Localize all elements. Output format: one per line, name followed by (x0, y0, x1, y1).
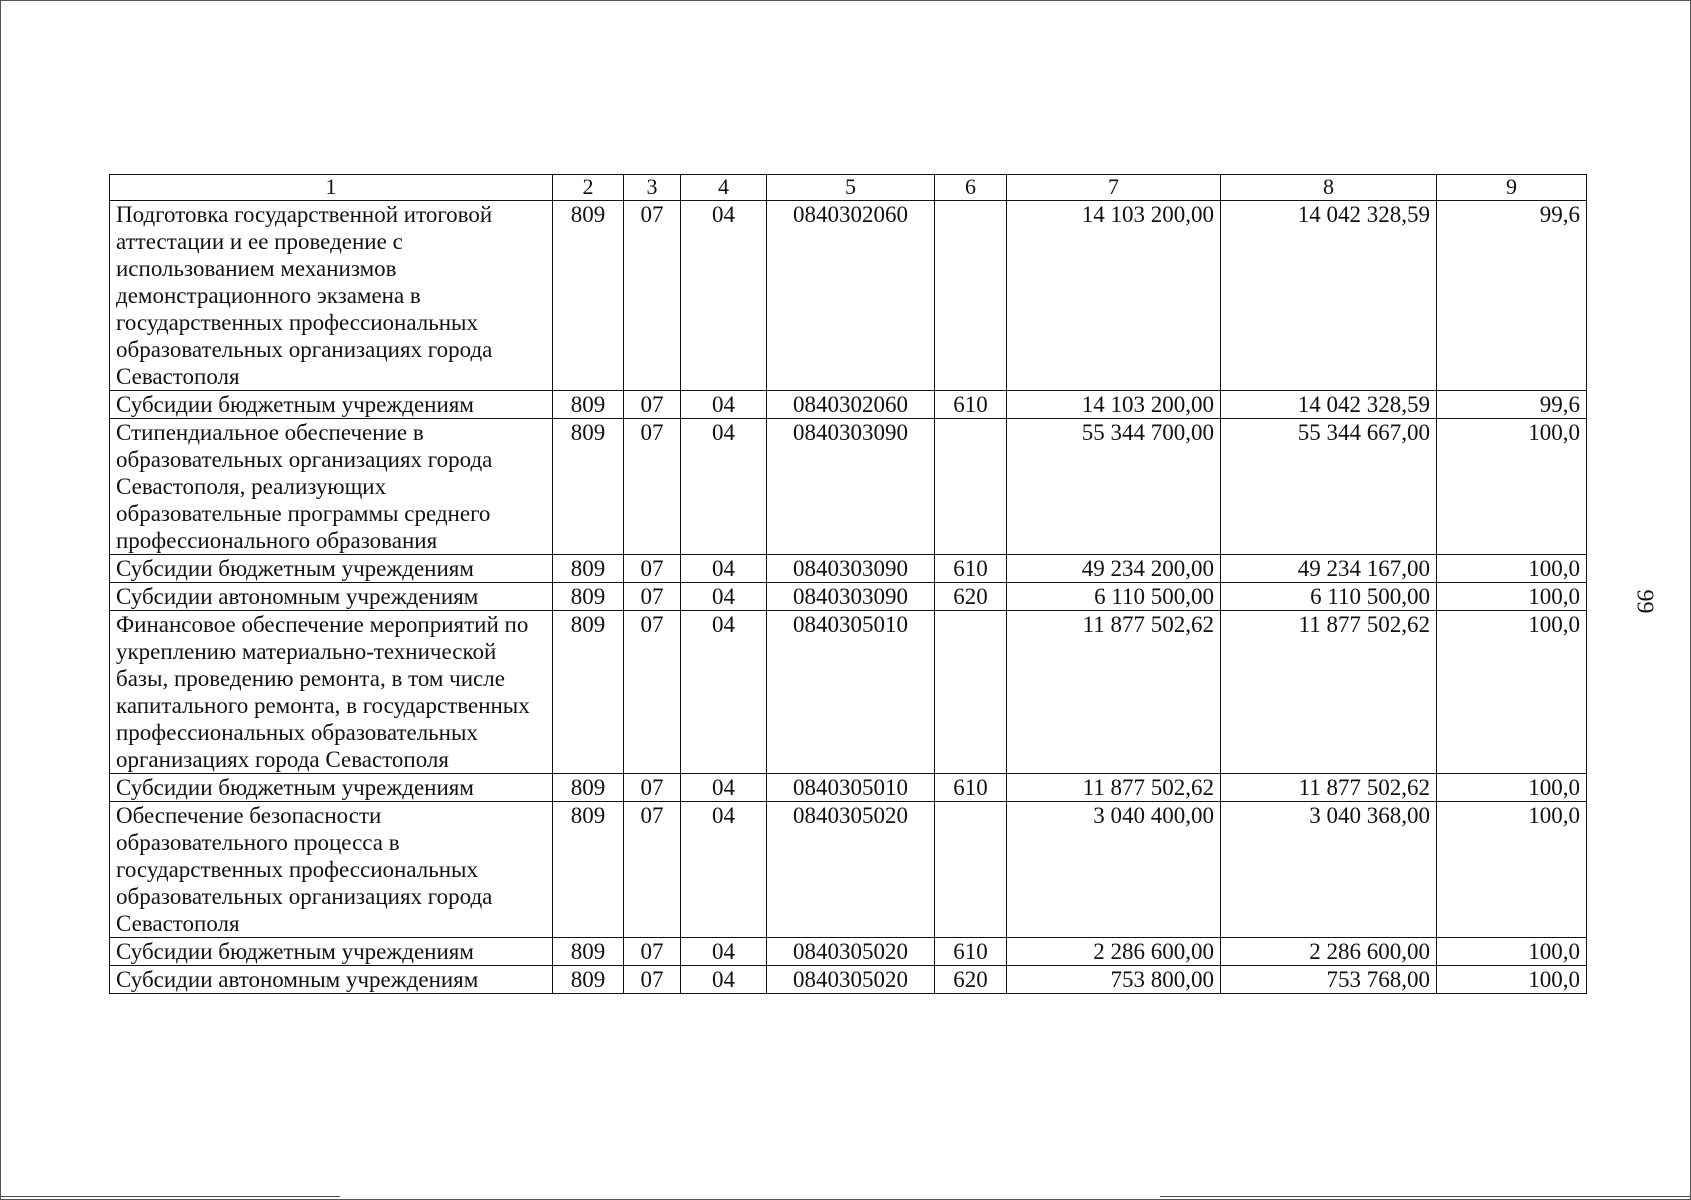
row-executed-amount: 11 877 502,62 (1221, 774, 1437, 802)
row-target-article: 0840302060 (767, 201, 935, 391)
row-expense-type: 620 (935, 966, 1007, 994)
row-expense-type: 610 (935, 774, 1007, 802)
row-planned-amount: 753 800,00 (1007, 966, 1221, 994)
row-target-article: 0840303090 (767, 419, 935, 555)
row-target-article: 0840305010 (767, 774, 935, 802)
table-row (110, 201, 1587, 391)
header-row (110, 175, 1587, 201)
row-name: Субсидии автономным учреждениям (110, 966, 553, 994)
row-execution-percent: 100,0 (1437, 419, 1587, 555)
row-subsection-code: 04 (681, 583, 767, 611)
row-ministry-code: 809 (553, 611, 624, 774)
header-col-3: 3 (624, 175, 681, 201)
table-row (110, 611, 1587, 774)
row-subsection-code: 04 (681, 802, 767, 938)
row-executed-amount: 49 234 167,00 (1221, 555, 1437, 583)
row-planned-amount: 6 110 500,00 (1007, 583, 1221, 611)
row-section-code: 07 (624, 774, 681, 802)
row-subsection-code: 04 (681, 774, 767, 802)
row-executed-amount: 3 040 368,00 (1221, 802, 1437, 938)
row-target-article: 0840305020 (767, 938, 935, 966)
row-expense-type: 610 (935, 555, 1007, 583)
header-col-1: 1 (110, 175, 553, 201)
row-expense-type (935, 802, 1007, 938)
row-executed-amount: 6 110 500,00 (1221, 583, 1437, 611)
budget-execution-table (109, 174, 1587, 994)
table-header (110, 175, 1587, 201)
bottom-edge-line-right (1160, 1196, 1691, 1197)
row-executed-amount: 55 344 667,00 (1221, 419, 1437, 555)
row-ministry-code: 809 (553, 583, 624, 611)
row-section-code: 07 (624, 201, 681, 391)
row-expense-type (935, 419, 1007, 555)
row-expense-type (935, 611, 1007, 774)
table-row (110, 802, 1587, 938)
table-row (110, 555, 1587, 583)
row-target-article: 0840305020 (767, 802, 935, 938)
row-name: Субсидии бюджетным учреждениям (110, 555, 553, 583)
row-subsection-code: 04 (681, 391, 767, 419)
row-planned-amount: 14 103 200,00 (1007, 201, 1221, 391)
row-planned-amount: 55 344 700,00 (1007, 419, 1221, 555)
row-planned-amount: 11 877 502,62 (1007, 774, 1221, 802)
row-expense-type (935, 201, 1007, 391)
row-section-code: 07 (624, 938, 681, 966)
header-col-6: 6 (935, 175, 1007, 201)
row-planned-amount: 49 234 200,00 (1007, 555, 1221, 583)
row-ministry-code: 809 (553, 419, 624, 555)
table-row (110, 938, 1587, 966)
table-body (110, 201, 1587, 994)
row-subsection-code: 04 (681, 938, 767, 966)
row-ministry-code: 809 (553, 802, 624, 938)
row-planned-amount: 11 877 502,62 (1007, 611, 1221, 774)
row-executed-amount: 14 042 328,59 (1221, 391, 1437, 419)
header-col-5: 5 (767, 175, 935, 201)
table-row (110, 583, 1587, 611)
row-execution-percent: 100,0 (1437, 583, 1587, 611)
row-execution-percent: 99,6 (1437, 201, 1587, 391)
row-section-code: 07 (624, 391, 681, 419)
row-ministry-code: 809 (553, 555, 624, 583)
header-col-9: 9 (1437, 175, 1587, 201)
row-execution-percent: 100,0 (1437, 802, 1587, 938)
row-ministry-code: 809 (553, 938, 624, 966)
row-name: Субсидии бюджетным учреждениям (110, 391, 553, 419)
page-number: 99 (1631, 589, 1658, 614)
row-planned-amount: 2 286 600,00 (1007, 938, 1221, 966)
row-name: Финансовое обеспечение мероприятий по укреплению материально-технической базы, проведению ремонта, в том числе капитального ремонта, в государственных профессиональных образовательных организациях города Севастополя (110, 611, 553, 774)
row-name: Субсидии автономным учреждениям (110, 583, 553, 611)
header-col-7: 7 (1007, 175, 1221, 201)
row-planned-amount: 14 103 200,00 (1007, 391, 1221, 419)
table-row (110, 966, 1587, 994)
row-section-code: 07 (624, 611, 681, 774)
row-executed-amount: 11 877 502,62 (1221, 611, 1437, 774)
row-name: Стипендиальное обеспечение в образовательных организациях города Севастополя, реализующих образовательные программы среднего профессионального образования (110, 419, 553, 555)
row-execution-percent: 99,6 (1437, 391, 1587, 419)
row-ministry-code: 809 (553, 201, 624, 391)
row-execution-percent: 100,0 (1437, 966, 1587, 994)
row-section-code: 07 (624, 419, 681, 555)
row-execution-percent: 100,0 (1437, 938, 1587, 966)
row-target-article: 0840303090 (767, 555, 935, 583)
row-expense-type: 620 (935, 583, 1007, 611)
row-section-code: 07 (624, 555, 681, 583)
row-target-article: 0840305020 (767, 966, 935, 994)
row-subsection-code: 04 (681, 555, 767, 583)
row-ministry-code: 809 (553, 774, 624, 802)
header-col-8: 8 (1221, 175, 1437, 201)
row-subsection-code: 04 (681, 419, 767, 555)
row-name: Обеспечение безопасности образовательного процесса в государственных профессиональных образовательных организациях города Севастополя (110, 802, 553, 938)
row-planned-amount: 3 040 400,00 (1007, 802, 1221, 938)
row-target-article: 0840305010 (767, 611, 935, 774)
row-section-code: 07 (624, 966, 681, 994)
row-expense-type: 610 (935, 938, 1007, 966)
table-row (110, 419, 1587, 555)
row-executed-amount: 753 768,00 (1221, 966, 1437, 994)
row-ministry-code: 809 (553, 391, 624, 419)
row-subsection-code: 04 (681, 966, 767, 994)
header-col-4: 4 (681, 175, 767, 201)
row-name: Субсидии бюджетным учреждениям (110, 938, 553, 966)
row-name: Субсидии бюджетным учреждениям (110, 774, 553, 802)
row-ministry-code: 809 (553, 966, 624, 994)
table-row (110, 774, 1587, 802)
bottom-edge-line-left (0, 1196, 340, 1197)
row-execution-percent: 100,0 (1437, 774, 1587, 802)
row-execution-percent: 100,0 (1437, 611, 1587, 774)
row-subsection-code: 04 (681, 611, 767, 774)
row-name: Подготовка государственной итоговой аттестации и ее проведение с использованием механизмов демонстрационного экзамена в государственных профессиональных образовательных организациях города Севастополя (110, 201, 553, 391)
row-section-code: 07 (624, 583, 681, 611)
row-target-article: 0840303090 (767, 583, 935, 611)
row-target-article: 0840302060 (767, 391, 935, 419)
table-row (110, 391, 1587, 419)
row-executed-amount: 14 042 328,59 (1221, 201, 1437, 391)
header-col-2: 2 (553, 175, 624, 201)
row-executed-amount: 2 286 600,00 (1221, 938, 1437, 966)
row-subsection-code: 04 (681, 201, 767, 391)
row-execution-percent: 100,0 (1437, 555, 1587, 583)
row-expense-type: 610 (935, 391, 1007, 419)
row-section-code: 07 (624, 802, 681, 938)
